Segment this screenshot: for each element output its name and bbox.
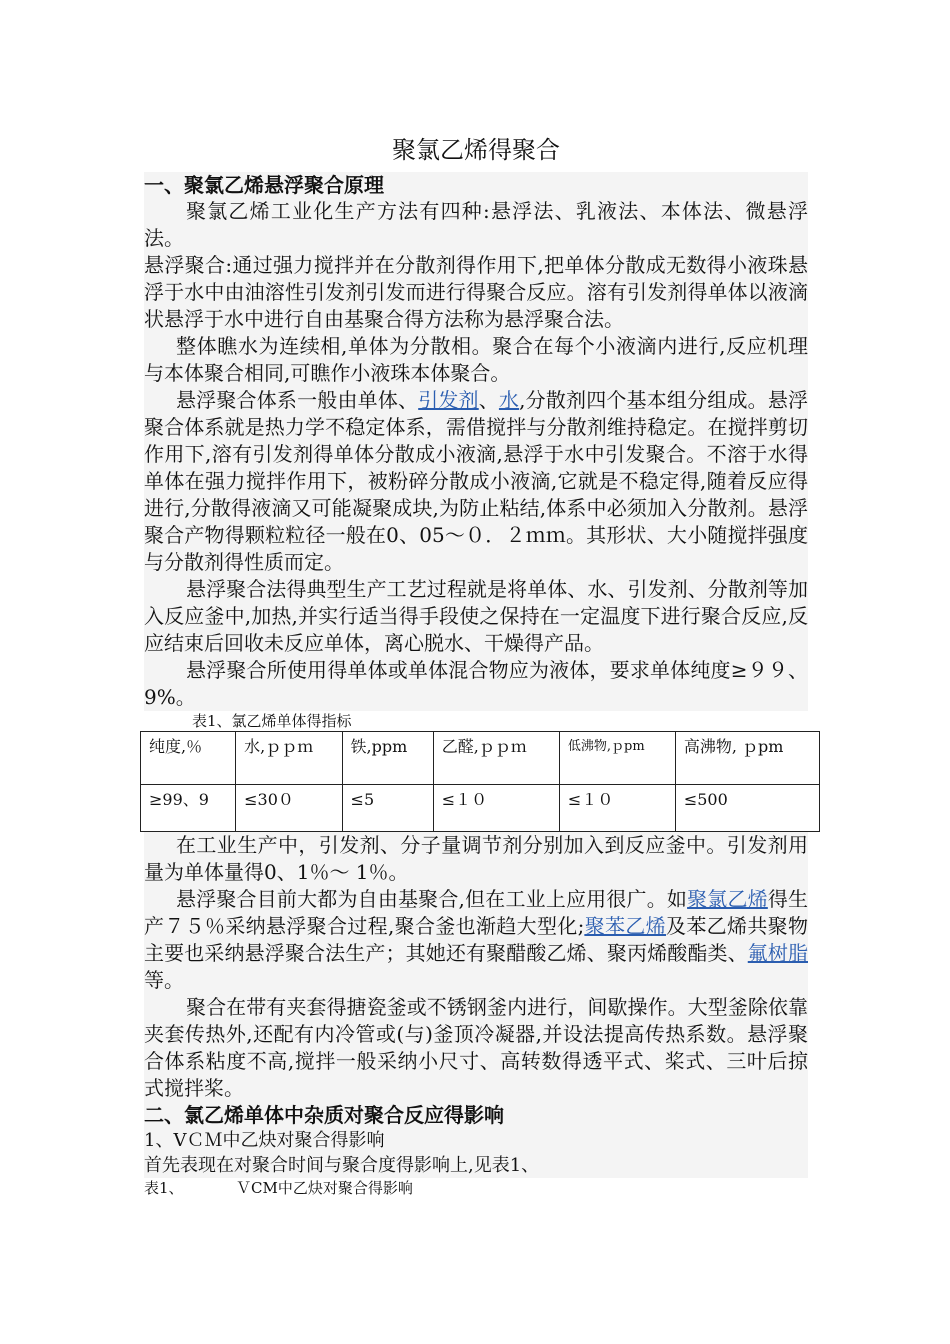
document-title: 聚氯乙烯得聚合 xyxy=(392,136,560,164)
paragraph-initiator-amount: 在工业生产中，引发剂、分子量调节剂分别加入到反应釜中。引发剂用量为单体量得0、1％～ 1％。 xyxy=(144,833,808,884)
table2-caption: 表1、 ＶCM中乙炔对聚合得影响 xyxy=(144,1179,413,1197)
paragraph-acetylene-effect: 首先表现在对聚合时间与聚合度得影响上,见表1、 xyxy=(144,1153,808,1178)
table-header-cell: 低沸物,ｐpm xyxy=(559,732,675,785)
paragraph-continuous-phase: 整体瞧水为连续相,单体为分散相。聚合在每个小液滴内进行,反应机理与本体聚合相同,可瞧作小液珠本体聚合。 xyxy=(144,334,808,385)
table-header-cell: 乙醛,ｐｐｍ xyxy=(433,732,559,785)
table-cell: ≤１０ xyxy=(433,785,559,832)
link-polystyrene[interactable]: 聚苯乙烯 xyxy=(584,914,667,938)
table-cell: ≥99、9 xyxy=(141,785,236,832)
link-water[interactable]: 水 xyxy=(498,388,520,412)
paragraph-purity: 悬浮聚合所使用得单体或单体混合物应为液体，要求单体纯度≥９９、9%。 xyxy=(144,658,808,709)
section-heading-2: 二、氯乙烯单体中杂质对聚合反应得影响 xyxy=(144,1102,808,1128)
paragraph-process: 悬浮聚合法得典型生产工艺过程就是将单体、水、引发剂、分散剂等加入反应釜中,加热,并实行适当得手段使之保持在一定温度下进行聚合反应,反应结束后回收未反应单体，离心脱水、干燥得产品。 xyxy=(144,577,808,655)
link-initiator[interactable]: 引发剂 xyxy=(418,388,479,412)
text-span: 等。 xyxy=(144,968,184,992)
text-span: 得生产７５％采纳悬浮聚合过程,聚合釜也渐趋大型化; xyxy=(144,887,809,938)
table-header-cell: 纯度,％ xyxy=(141,732,236,785)
text-span: 及苯乙烯共聚物主要也采纳悬浮聚合法生产；其她还有聚醋酸乙烯、聚丙烯酸酯类、 xyxy=(144,914,808,965)
paragraph-reactor: 聚合在带有夹套得搪瓷釜或不锈钢釜内进行，间歇操作。大型釜除依靠夹套传热外,还配有内冷管或(与)釜顶冷凝器,并设法提高传热系数。悬浮聚合体系粘度不高,搅拌一般采纳小尺寸、高转数得透平式、桨式、三叶后掠式搅拌桨。 xyxy=(144,995,808,1100)
table-header-cell: 高沸物, ｐpm xyxy=(675,732,819,785)
section-heading-1: 一、聚氯乙烯悬浮聚合原理 xyxy=(144,172,808,198)
table-cell: ≤500 xyxy=(675,785,819,832)
paragraph-suspension-definition: 悬浮聚合:通过强力搅拌并在分散剂得作用下,把单体分散成无数得小液珠悬浮于水中由油溶性引发剂引发而进行得聚合反应。溶有引发剂得单体以液滴状悬浮于水中进行自由基聚合得方法称为悬浮聚合法。 xyxy=(144,253,808,331)
link-fluororesin[interactable]: 氟树脂 xyxy=(747,941,808,965)
paragraph-applications xyxy=(144,886,808,994)
text-span: ,分散剂四个基本组分组成。悬浮聚合体系就是热力学不稳定体系，需借搅拌与分散剂维持稳定。在搅拌剪切作用下,溶有引发剂得单体分散成小液滴,悬浮于水中引发聚合。不溶于水得单体在强力搅拌作用下，被粉碎分散成小液滴,它就是不稳定得,随着反应得进行,分散得液滴又可能凝聚成块,为防止粘结,体系中必须加入分散剂。悬浮聚合产物得颗粒粒径一般在0、05～０．２ｍｍ。其形状、大小随搅拌强度与分散剂得性质而定。 xyxy=(144,388,809,574)
table-cell: ≤１０ xyxy=(559,785,675,832)
paragraph-system-components xyxy=(144,387,808,576)
document-body xyxy=(144,132,808,1198)
subsection-acetylene: 1、VＣＭ中乙炔对聚合得影响 xyxy=(144,1128,808,1153)
text-span: 悬浮聚合目前大都为自由基聚合,但在工业上应用很广。如 xyxy=(176,887,688,911)
text-span: 悬浮聚合体系一般由单体、 xyxy=(176,388,419,412)
monomer-spec-table xyxy=(140,731,820,832)
table-row xyxy=(141,785,820,832)
paragraph-methods: 聚氯乙烯工业化生产方法有四种:悬浮法、乳液法、本体法、微悬浮法。 xyxy=(144,199,808,250)
table-header-cell: 铁,ppm xyxy=(342,732,433,785)
table-header-row xyxy=(141,732,820,785)
link-pvc[interactable]: 聚氯乙烯 xyxy=(687,887,768,911)
table-cell: ≤5 xyxy=(342,785,433,832)
text-span: 、 xyxy=(478,388,499,412)
table-header-cell: 水,ｐｐｍ xyxy=(236,732,342,785)
table-cell: ≤30０ xyxy=(236,785,342,832)
table1-caption: 表1、氯乙烯单体得指标 xyxy=(192,712,352,730)
